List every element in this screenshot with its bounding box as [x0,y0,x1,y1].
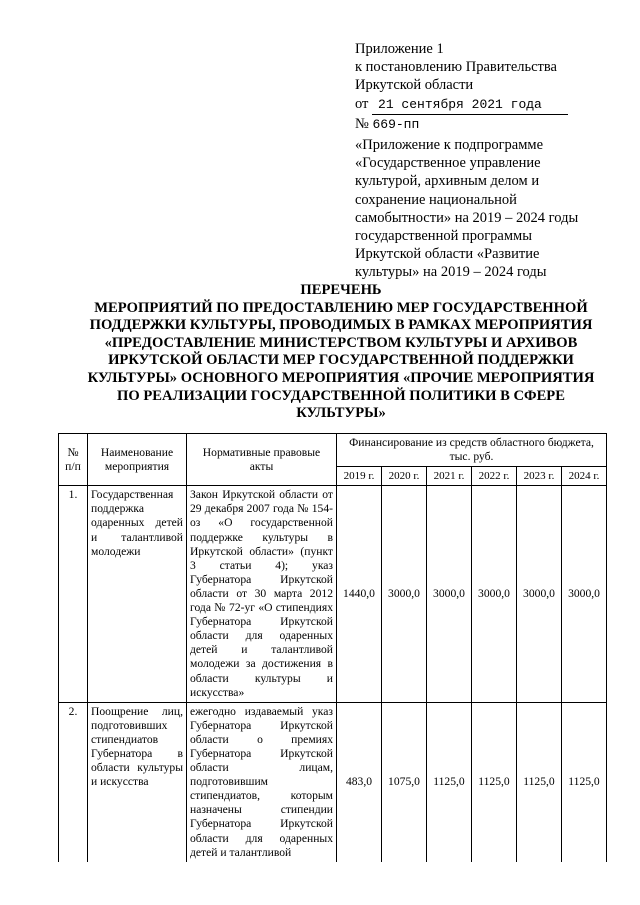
document-heading [78,282,604,423]
header-number: № п/п [59,434,88,486]
row-value-2023: 3000,0 [517,486,562,702]
row-value-2021: 1125,0 [427,702,472,862]
header-year-2023: 2023 г. [517,467,562,486]
resolution-date: 21 сентября 2021 года [372,96,568,115]
date-prefix: от [355,95,369,112]
header-financing: Финансирование из средств областного бюджета, тыс. руб. [337,434,607,467]
row-value-2022: 1125,0 [472,702,517,862]
header-year-2019: 2019 г. [337,467,382,486]
table-row [59,702,607,862]
row-value-2023: 1125,0 [517,702,562,862]
header-year-2024: 2024 г. [562,467,607,486]
row-value-2020: 1075,0 [382,702,427,862]
appendix-resolution: к постановлению Правительства [355,59,557,76]
heading-subtitle-end: КУЛЬТУРЫ» [296,405,386,422]
measures-table [58,433,607,862]
row-number: 1. [59,486,88,702]
appendix-date-line [355,95,595,115]
appendix-quote: «Приложение к подпрограмме «Государственное управление культурой, архивным делом и сохранение национальной самобытности» на 2019 – 2024 годы государственной программы Иркутской области «Развитие культуры» на 2019 – 2024 годы [355,137,579,281]
header-name: Наименование мероприятия [88,434,187,486]
row-number: 2. [59,702,88,862]
row-name: Поощрение лиц, подготовивших стипендиатов Губернатора в области культуры и искусства [88,702,187,862]
header-acts: Нормативные правовые акты [187,434,337,486]
row-value-2021: 3000,0 [427,486,472,702]
appendix-region: Иркутской области [355,77,474,94]
row-value-2020: 3000,0 [382,486,427,702]
row-value-2019: 1440,0 [337,486,382,702]
appendix-title: Приложение 1 [355,41,444,57]
number-prefix: № [355,115,369,132]
header-year-2022: 2022 г. [472,467,517,486]
row-value-2019: 483,0 [337,702,382,862]
heading-subtitle: МЕРОПРИЯТИЙ ПО ПРЕДОСТАВЛЕНИЮ МЕР ГОСУДАРСТВЕННОЙ ПОДДЕРЖКИ КУЛЬТУРЫ, ПРОВОДИМЫХ В РАМКАХ МЕРОПРИЯТИЯ «ПРЕДОСТАВЛЕНИЕ МИНИСТЕРСТВОМ КУЛЬТУРЫ И АРХИВОВ ИРКУТСКОЙ ОБЛАСТИ МЕР ГОСУДАРСТВЕННОЙ ПОДДЕРЖКИ КУЛЬТУРЫ» ОСНОВНОГО МЕРОПРИЯТИЯ «ПРОЧИЕ МЕРОПРИЯТИЯ ПО РЕАЛИЗАЦИИ ГОСУДАРСТВЕННОЙ ПОЛИТИКИ В СФЕРЕ [87,299,595,404]
row-value-2024: 3000,0 [562,486,607,702]
row-acts: ежегодно издаваемый указ Губернатора Иркутской области о премиях Губернатора Иркутской области лицам, подготовившим стипендиатов, которым назначены стипендии Губернатора Иркутской области для одаренных детей и талантливой [187,702,337,862]
resolution-number: 669-пп [372,116,420,132]
row-value-2022: 3000,0 [472,486,517,702]
appendix-number-line [355,115,595,134]
row-value-2024: 1125,0 [562,702,607,862]
row-acts: Закон Иркутской области от 29 декабря 2007 года № 154-оз «О государственной поддержке культуры в Иркутской области» (пункт 3 статьи 4); указ Губернатора Иркутской области от 30 марта 2012 года № 72-уг «О стипендиях Губернатора Иркутской области для одаренных детей и талантливой молодежи за достижения в области культуры и искусства» [187,486,337,702]
appendix-block [355,40,595,282]
header-year-2020: 2020 г. [382,467,427,486]
header-year-2021: 2021 г. [427,467,472,486]
table-row [59,486,607,702]
heading-title: ПЕРЕЧЕНЬ [300,282,382,298]
row-name: Государственная поддержка одаренных детей и талантливой молодежи [88,486,187,702]
